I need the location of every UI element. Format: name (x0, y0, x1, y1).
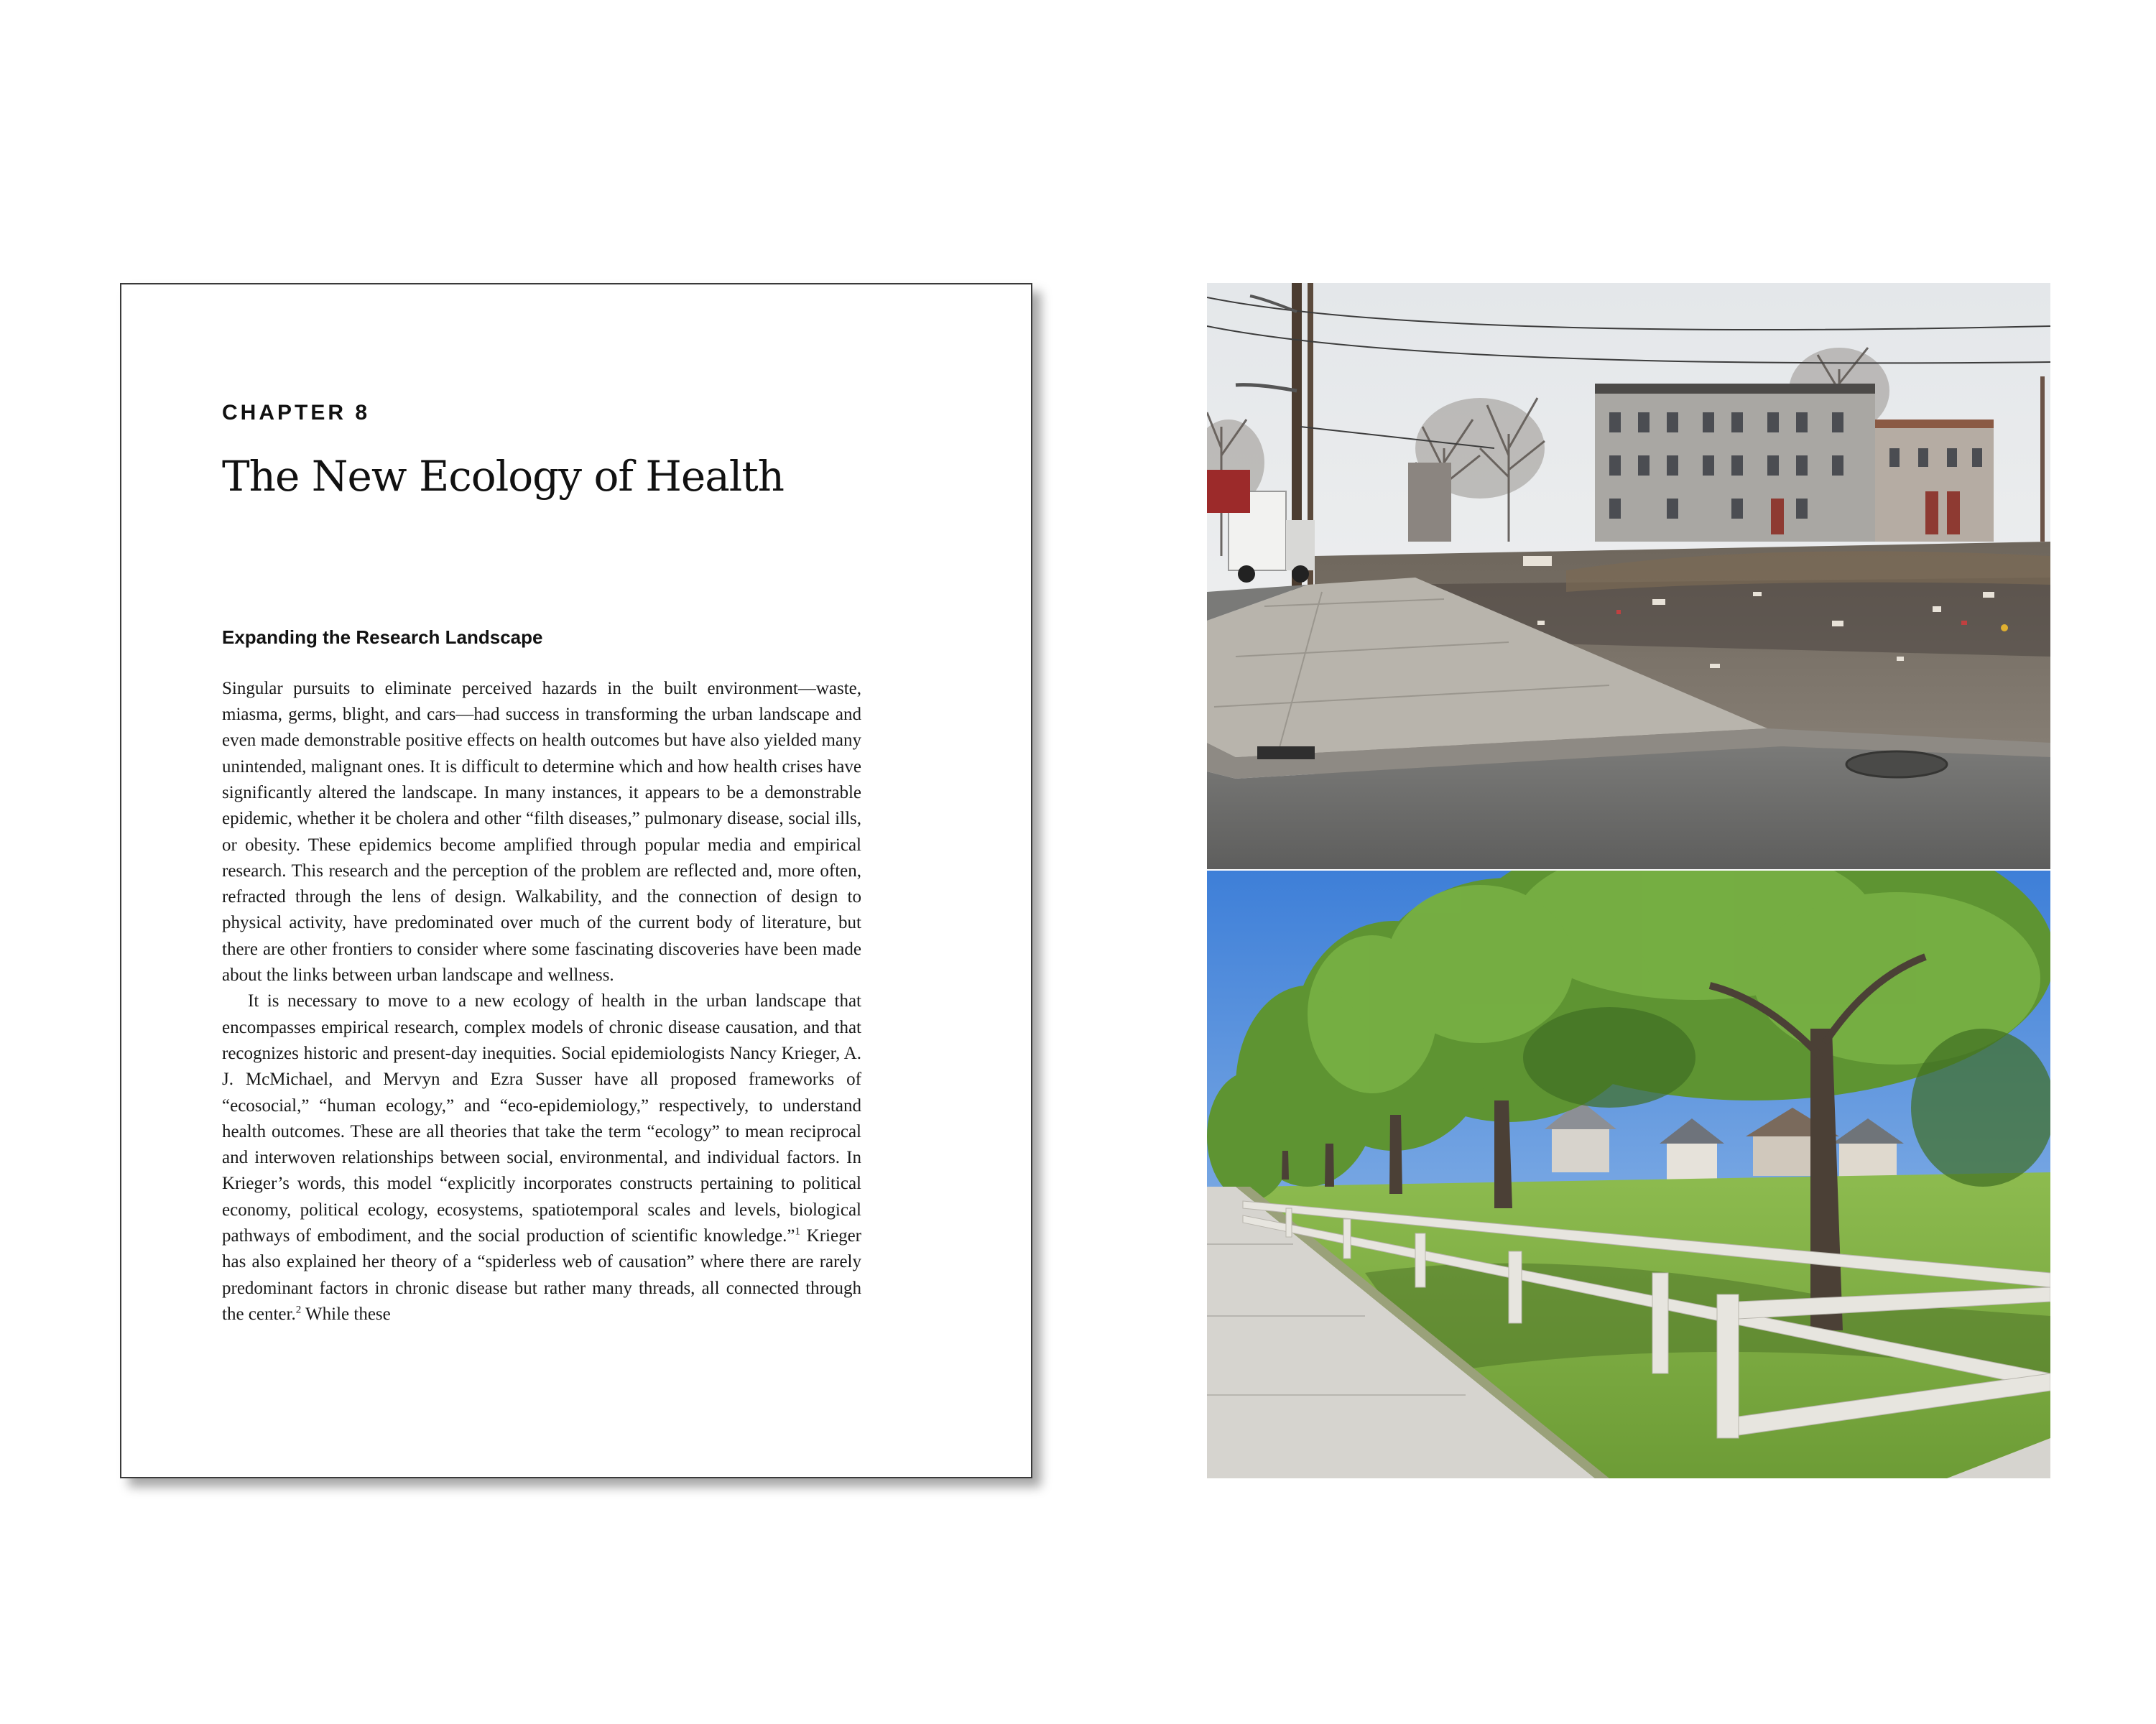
book-page (120, 283, 1032, 1478)
body-text (222, 676, 861, 1327)
vacant-lot-photo (1207, 283, 2050, 869)
paragraph-2-text-c: While these (301, 1304, 391, 1324)
paragraph-1: Singular pursuits to eliminate perceived hazards in the built environment—waste, miasma, germs, blight, and cars—had success in transforming the urban landscape and even made demonstrable positive effects on health outcomes but have also yielded many unintended, malignant ones. It is difficult to determine which and how health crises have significantly altered the landscape. In many instances, it appears to be a demonstrable epidemic, whether it be cholera and other “filth diseases,” pulmonary disease, social ills, or obesity. These epidemics become amplified through popular media and empirical research. This research and the perception of the problem are reflected and, more often, refracted through the lens of design. Walkability, and the connection of design to physical activity, have predominated over much of the current body of literature, but there are other frontiers to consider where some fascinating discoveries have been made about the links between urban landscape and wellness. (222, 678, 861, 986)
chapter-title: The New Ecology of Health (222, 452, 785, 501)
vacant-lot-illustration (1207, 283, 2050, 869)
tree-lined-park-photo (1207, 871, 2050, 1478)
paragraph-2 (222, 988, 861, 1327)
page-content (222, 401, 861, 1327)
footnote-ref-1: 1 (795, 1225, 800, 1238)
footnote-ref-2: 2 (295, 1304, 302, 1316)
chapter-label: CHAPTER 8 (222, 401, 371, 425)
section-heading: Expanding the Research Landscape (222, 626, 543, 648)
tree-lined-park-illustration (1207, 871, 2050, 1478)
paragraph-2-text: It is necessary to move to a new ecology of health in the urban landscape that encompasses empirical research, complex models of chronic disease causation, and that recognizes historic and present-day inequities. Social epidemiologists Nancy Krieger, A. J. McMichael, and Mervyn and Ezra Susser have all proposed frameworks of “ecosocial,” “human ecology,” and “eco-epidemiology,” respectively, to understand health outcomes. These are all theories that take the term “ecology” to mean reciprocal and interwoven relationships between social, environmental, and individual factors. In Krieger’s words, this model “explicitly incorporates constructs pertaining to political economy, political ecology, ecosystems, spatiotemporal scales and levels, biological pathways of embodiment, and the social production of scientific knowledge.” (222, 991, 861, 1246)
paragraph-2-text-b: Krieger has also explained her theory of a “spiderless web of causation” where there are rarely predominant factors in chronic disease but rather many threads, all connected through the center. (222, 1226, 862, 1324)
